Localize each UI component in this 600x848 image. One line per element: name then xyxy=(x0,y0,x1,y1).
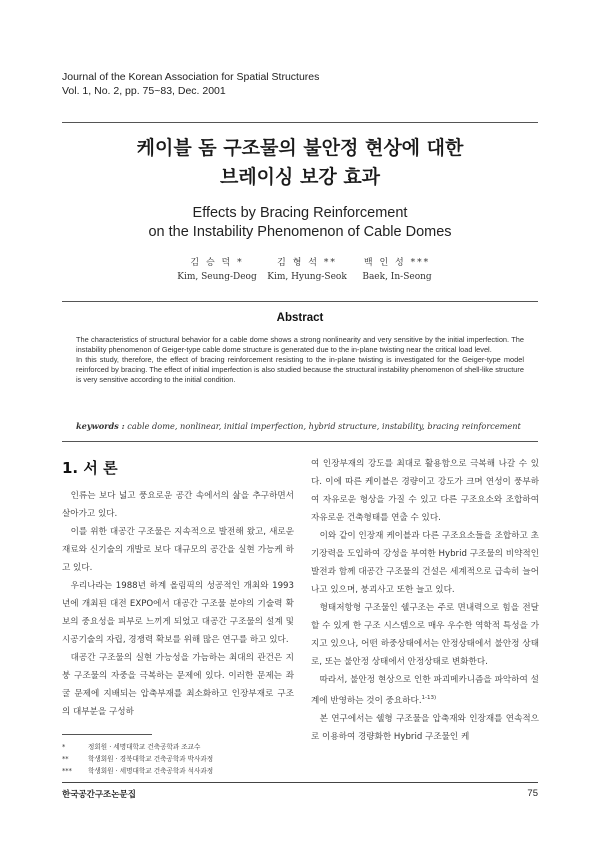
keywords-text: cable dome, nonlinear, initial imperfection, hybrid structure, instability, bracing reinforcement xyxy=(127,421,521,431)
author-3-english: Baek, In-Seong xyxy=(362,272,432,282)
keywords-label: keywords : xyxy=(76,421,125,431)
body-paragraph: 형태저항형 구조물인 쉘구조는 주로 면내력으로 힘을 전달할 수 있게 한 구조 시스템으로 매우 우수한 역학적 특성을 가지고 있으나, 어떤 하중상태에서는 안정상태에서 불안정 상태로, 또는 불안정 상태에서 안정상태로 변화한다. xyxy=(311,603,539,667)
abstract-body xyxy=(76,335,524,385)
footer-rule xyxy=(62,782,538,783)
footnote-mark: *** xyxy=(62,767,72,775)
footnote-2 xyxy=(62,753,213,765)
body-paragraph: 이와 같이 인장재 케이블과 다른 구조요소들을 조합하고 초기장력을 도입하여 강성을 부여한 Hybrid 구조물의 비약적인 발전과 함께 대공간 구조물의 건설은 세계적으로 급속히 늘어나고 있으며, 붕괴사고 또한 늘고 있다. xyxy=(311,531,539,595)
english-title-line-1: Effects by Bracing Reinforcement xyxy=(192,205,408,221)
citation-marker: 1-13) xyxy=(421,695,437,701)
author-2 xyxy=(262,256,352,284)
footnote-3 xyxy=(62,765,213,777)
footnote-mark: * xyxy=(62,743,66,751)
footnote-text: 학생회원 · 세명대학교 건축공학과 석사과정 xyxy=(88,767,214,775)
footnotes xyxy=(62,741,213,777)
footnote-text: 학생회원 · 경북대학교 건축공학과 박사과정 xyxy=(88,755,214,763)
journal-header xyxy=(62,70,319,98)
author-3 xyxy=(352,256,442,284)
footnote-rule xyxy=(62,734,152,735)
header-rule xyxy=(62,122,538,123)
abstract-heading: Abstract xyxy=(276,312,324,324)
author-3-korean: 백 인 성 *** xyxy=(363,258,431,268)
abstract-paragraph-2: In this study, therefore, the effect of bracing reinforcement resisting to the in-plane twisting is investigated for the Geiger-type model reinforced by bracing. The effect of initial imperfection is also studied because the structural instability phenomenon of shell-like structure is very sensitive according to the initial condition. xyxy=(76,355,524,384)
right-column xyxy=(311,455,539,746)
author-2-english: Kim, Hyung-Seok xyxy=(267,272,347,282)
journal-issue: Vol. 1, No. 2, pp. 75~83, Dec. 2001 xyxy=(62,85,226,97)
body-paragraph: 인류는 보다 넓고 풍요로운 공간 속에서의 삶을 추구하면서 살아가고 있다. xyxy=(62,491,294,519)
abstract-top-rule xyxy=(62,301,538,302)
body-paragraph: 우리나라는 1988년 하계 올림픽의 성공적인 개최와 1993년에 개최된 대전 EXPO에서 대공간 구조물 분야의 기술력 확보의 중요성을 피부로 느끼게 되었고 대공간 구조물의 설계 및 시공기술의 자립, 경쟁력 확보를 위해 많은 연구를 하고 있다. xyxy=(62,581,294,645)
body-paragraph-text: 따라서, 불안정 현상으로 인한 파괴메카니즘을 파악하여 설계에 반영하는 것이 중요하다. xyxy=(311,675,539,706)
korean-title-line-1: 케이블 돔 구조물의 불안정 현상에 대한 xyxy=(136,137,464,159)
author-1-korean: 김 승 덕 * xyxy=(190,258,244,268)
korean-title xyxy=(0,134,600,192)
body-paragraph: 이를 위한 대공간 구조물은 지속적으로 발전해 왔고, 새로운 재료와 신기술의 개발로 보다 대규모의 공간을 실현 가능케 하고 있다. xyxy=(62,527,294,573)
keywords xyxy=(76,421,524,431)
english-title xyxy=(0,204,600,242)
left-column xyxy=(62,455,294,721)
keywords-rule xyxy=(62,441,538,442)
body-paragraph xyxy=(311,671,539,710)
footnote-mark: ** xyxy=(62,755,69,763)
body-paragraph: 여 인장부재의 강도를 최대로 활용함으로 극복해 나갈 수 있다. 이에 따른 케이블은 경량이고 강도가 크며 연성이 풍부하여 자유로운 형상을 가질 수 있고 다른 구조요소와 조합하여 자유로운 건축형태를 연출 수 있다. xyxy=(311,459,539,523)
footer-journal-name: 한국공간구조논문집 xyxy=(62,790,136,800)
footnote-text: 정회원 · 세명대학교 건축공학과 조교수 xyxy=(88,743,201,751)
english-title-line-2: on the Instability Phenomenon of Cable Domes xyxy=(148,224,452,240)
abstract-paragraph-1: The characteristics of structural behavior for a cable dome shows a strong nonlinearity and very sensitive by the initial imperfection. The instability phenomenon of Geiger-type cable dome structure is generated due to the in-plane twisting near the critical load level. xyxy=(76,335,524,354)
author-1 xyxy=(172,256,262,284)
korean-title-line-2: 브레이싱 보강 효과 xyxy=(219,166,381,188)
footnote-1 xyxy=(62,741,213,753)
body-paragraph: 대공간 구조물의 실현 가능성을 가늠하는 최대의 관건은 지붕 구조물의 자중을 극복하는 문제에 있다. 이러한 문제는 좌굴 문제에 지배되는 압축부재를 최소화하고 인장부재로 구조의 대부분을 구성하 xyxy=(62,653,294,717)
journal-name: Journal of the Korean Association for Spatial Structures xyxy=(62,71,320,83)
section-title: 1. 서 론 xyxy=(62,459,118,477)
author-2-korean: 김 형 석 ** xyxy=(277,258,337,268)
author-1-english: Kim, Seung-Deog xyxy=(177,272,257,282)
page-number: 75 xyxy=(527,788,538,799)
body-paragraph: 본 연구에서는 쉘형 구조물을 압축재와 인장재를 연속적으로 이용하여 경량화한 Hybrid 구조물인 케 xyxy=(311,713,539,742)
